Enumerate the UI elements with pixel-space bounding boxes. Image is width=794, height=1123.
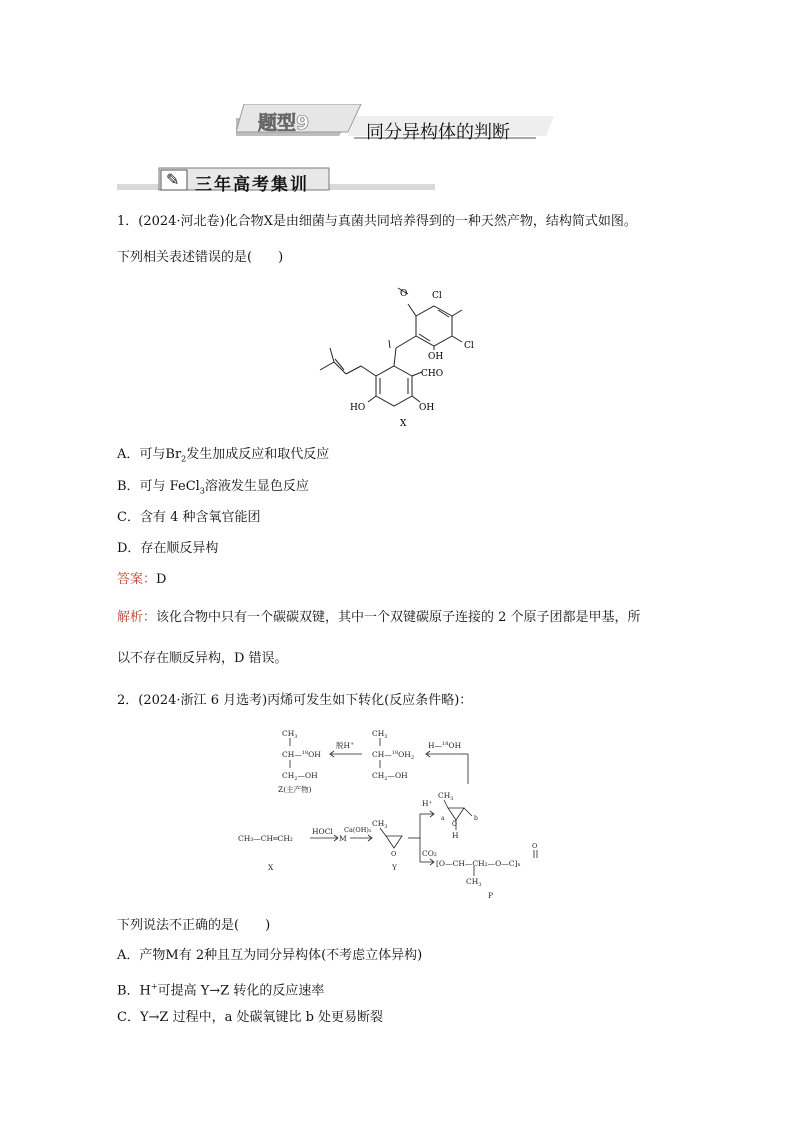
q1-option-b-pre: B．可与 FeCl <box>117 479 200 494</box>
q1-option-b <box>117 479 309 500</box>
cho-label: CHO <box>421 369 444 379</box>
polymer-label: [O—CH—CH₂—O—C]ₙ <box>436 859 521 868</box>
polymer-ch3-label: $CH_3$ <box>466 877 482 888</box>
epoxide-h-label: H <box>452 831 459 840</box>
mid-ch-label: $CH—^{18}OH_2$ <box>372 750 415 761</box>
co2-label: CO₂ <box>422 849 437 858</box>
q1-option-a <box>117 447 329 468</box>
h-oh-label: H—$^{18}$OH <box>428 741 462 750</box>
mid-ch2oh-label: $CH_2—OH$ <box>372 771 408 782</box>
q1-option-a-post: 发生加成反应和取代反应 <box>186 447 330 462</box>
q1-option-a-sub: 2 <box>181 454 187 464</box>
structure-x-label: X <box>400 419 407 429</box>
section-title: 三年高考集训 <box>195 175 309 195</box>
answer-value: D <box>156 572 167 587</box>
q2-prompt: 下列说法不正确的是( ) <box>117 918 271 933</box>
p-label: P <box>488 891 494 900</box>
b-label: b <box>474 815 478 822</box>
q1-analysis-line2: 以不存在顺反异构，D 错误。 <box>117 651 288 666</box>
structure-x-drawing <box>316 282 486 430</box>
z-ch3-label: $CH_3$ <box>282 729 298 740</box>
edit-icon: ✎ <box>166 170 180 189</box>
oh-mid-label: OH <box>428 352 444 362</box>
epoxide-o-label: Ö <box>452 821 457 828</box>
topic-title: 同分异构体的判断 <box>366 122 510 143</box>
analysis-text-1: 该化合物中只有一个碳碳双键，其中一个双键碳原子连接的 2 个原子团都是甲基，所 <box>156 610 641 625</box>
a-label: a <box>441 815 445 822</box>
m-label: M <box>339 834 347 843</box>
analysis-label: 解析： <box>117 610 157 625</box>
q1-stem-line1: 1．(2024·河北卷)化合物X是由细菌与真菌共同培养得到的一种天然产物，结构简式如图。 <box>117 214 637 229</box>
q2-option-b <box>117 979 324 999</box>
q1-answer <box>117 572 166 588</box>
q2-option-a: A．产物M有 2种且互为同分异构体(不考虑立体异构) <box>117 948 423 963</box>
y-ch3-label: $CH_3$ <box>372 819 388 830</box>
section-header <box>117 166 435 194</box>
x-label: X <box>268 863 274 872</box>
z-ch2oh-label: $CH_2—OH$ <box>282 771 318 782</box>
z-ch-label: CH—$^{18}$OH <box>282 750 321 759</box>
cl-right-label: Cl <box>464 341 474 351</box>
y-o-label: O <box>391 850 397 858</box>
caoh2-label: Ca(OH)₂ <box>344 826 372 834</box>
y-label: Y <box>392 863 397 872</box>
polymer-carbonyl-o: O <box>532 842 538 850</box>
q1-option-b-sub: 3 <box>199 486 205 496</box>
cl-top-label: Cl <box>432 291 442 301</box>
q1-option-d: D．存在顺反异构 <box>117 541 219 556</box>
reaction-scheme <box>238 726 568 902</box>
h-plus-label: H⁺ <box>422 799 433 808</box>
q2-stem: 2．(2024·浙江 6 月选考)丙烯可发生如下转化(反应条件略)： <box>117 693 473 708</box>
hocl-label: HOCl <box>312 827 333 836</box>
q1-analysis-line1 <box>117 610 641 626</box>
q1-option-c: C．含有 4 种含氧官能团 <box>117 510 261 525</box>
topic-type-label: 题型9 <box>258 112 310 134</box>
topic-banner <box>236 104 556 144</box>
methoxy-o-label: O <box>400 289 408 299</box>
q2-option-b-pre: B．H <box>117 983 151 999</box>
q1-option-a-pre: A．可与Br <box>117 447 182 462</box>
structure-x <box>316 282 486 430</box>
epoxide-ch3-label: $CH_3$ <box>438 791 454 802</box>
q2-option-b-sup: + <box>150 982 158 991</box>
ho-left-label: HO <box>350 403 366 413</box>
z-product-label: Z(主产物) <box>278 785 312 794</box>
propene-label: CH₃—CH═CH₂ <box>238 834 293 843</box>
q1-option-b-post: 溶液发生显色反应 <box>204 479 309 494</box>
deprotonation-label: 脱H+ <box>336 741 355 750</box>
q2-option-c: C．Y→Z 过程中，a 处碳氧键比 b 处更易断裂 <box>117 1010 384 1025</box>
q1-stem-line2: 下列相关表述错误的是( ) <box>117 250 284 265</box>
oh-right-label: OH <box>419 403 435 413</box>
reaction-scheme-drawing <box>238 726 568 902</box>
mid-ch3-label: $CH_3$ <box>372 729 388 740</box>
answer-label: 答案： <box>117 572 157 587</box>
q2-option-b-post: 可提高 Y→Z 转化的反应速率 <box>157 983 325 999</box>
